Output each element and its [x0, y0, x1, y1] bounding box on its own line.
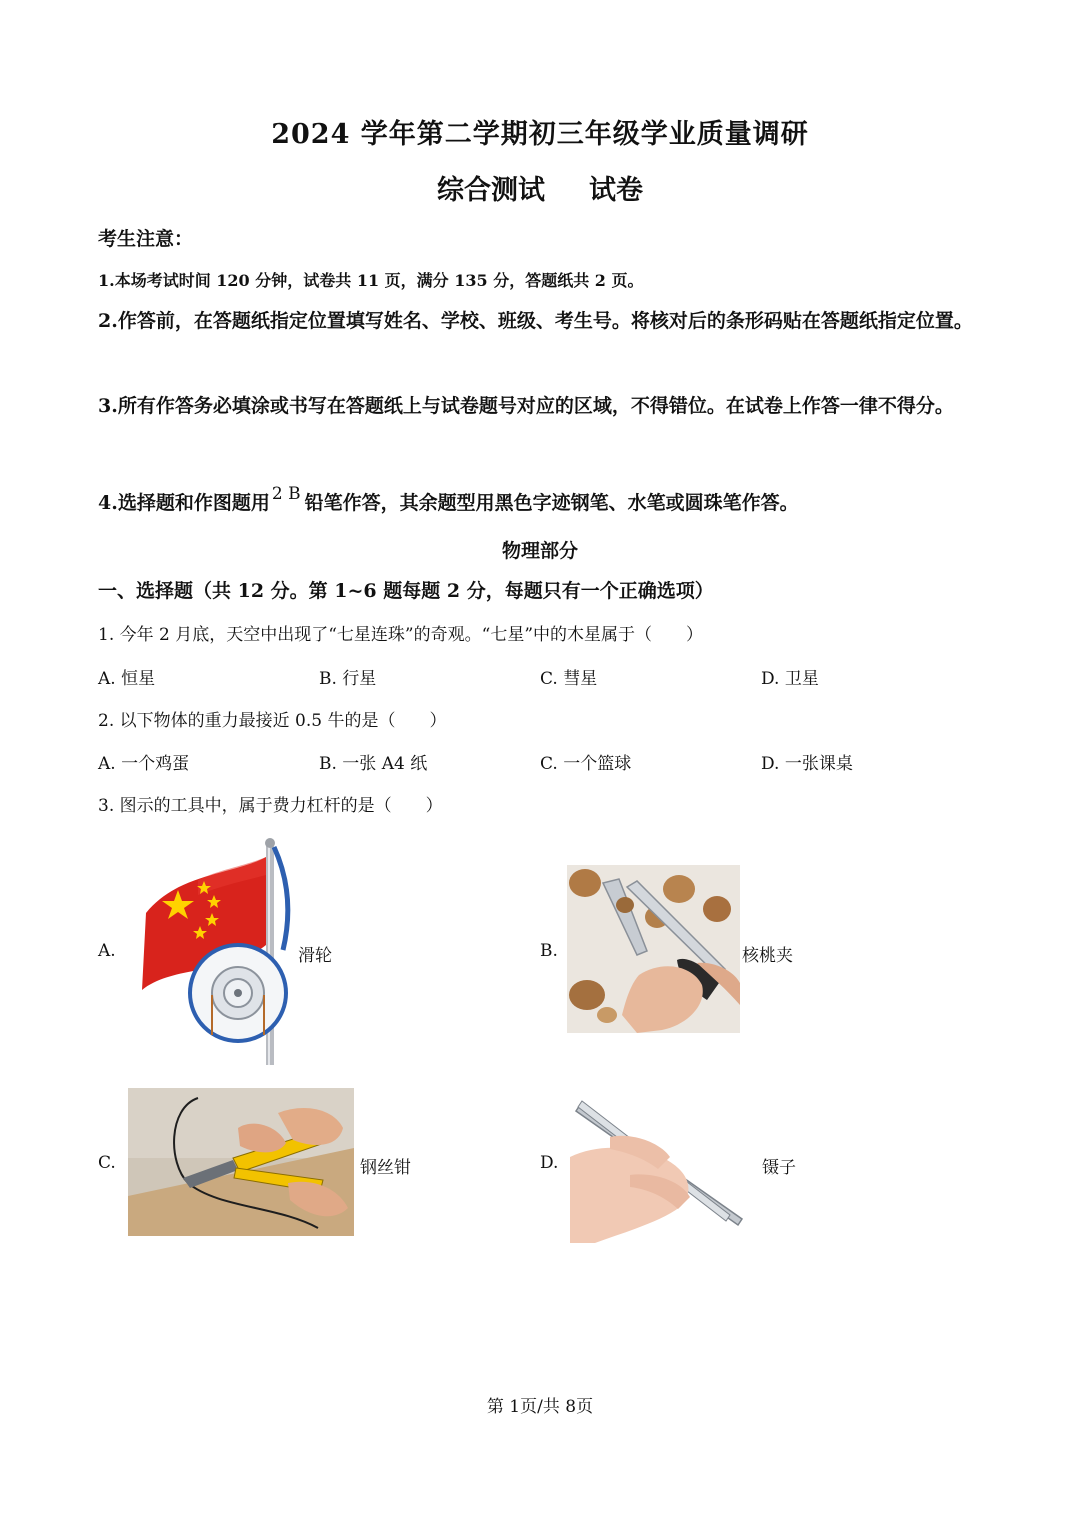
exam-subtitle — [0, 168, 1080, 207]
q3-option-d-letter: D. — [540, 1153, 559, 1173]
notice-item-1: 1.本场考试时间 120 分钟，试卷共 11 页，满分 135 分，答题纸共 2 页。 — [98, 271, 644, 290]
page-footer: 第 1页/共 8页 — [486, 1397, 594, 1417]
nutcracker-image — [567, 865, 740, 1033]
q3-option-c-label: 钢丝钳 — [360, 1158, 411, 1178]
q1-option-c: C. 彗星 — [540, 669, 598, 689]
pencil-grade: 2 B — [271, 484, 301, 504]
q1-option-a: A. 恒星 — [98, 669, 156, 689]
q1-option-d: D. 卫星 — [761, 669, 819, 689]
question-2-stem: 2. 以下物体的重力最接近 0.5 牛的是（ ） — [98, 711, 447, 731]
pliers-image — [128, 1088, 354, 1236]
q3-option-c-letter: C. — [98, 1153, 116, 1173]
part1-title: 一、选择题（共 12 分。第 1~6 题每题 2 分，每题只有一个正确选项） — [98, 580, 714, 602]
notice-item-4 — [98, 482, 988, 525]
notice-heading: 考生注意： — [98, 228, 194, 250]
q3-option-a-label: 滑轮 — [298, 946, 332, 966]
flagpole-pulley-image — [138, 835, 298, 1065]
question-1-stem: 1. 今年 2 月底，天空中出现了“七星连珠”的奇观。“七星”中的木星属于（ ） — [98, 625, 704, 645]
q1-option-b: B. 行星 — [319, 669, 377, 689]
q2-option-c: C. 一个篮球 — [540, 754, 632, 774]
q2-option-b: B. 一张 A4 纸 — [319, 754, 428, 774]
q3-option-b-label: 核桃夹 — [742, 946, 793, 966]
notice-item-3: 3.所有作答务必填涂或书写在答题纸上与试卷题号对应的区域，不得错位。在试卷上作答一律不得分。 — [98, 395, 954, 417]
notice-item-4-after: 铅笔作答，其余题型用黑色字迹钢笔、水笔或圆珠笔作答。 — [304, 492, 799, 514]
q2-option-d: D. 一张课桌 — [761, 754, 853, 774]
question-3-stem: 3. 图示的工具中，属于费力杠杆的是（ ） — [98, 796, 443, 816]
tweezers-image — [570, 1097, 745, 1243]
q3-option-d-label: 镊子 — [762, 1158, 796, 1178]
subtitle-right: 试卷 — [589, 175, 643, 206]
section-title: 物理部分 — [501, 540, 578, 562]
notice-item-2: 2.作答前，在答题纸指定位置填写姓名、学校、班级、考生号。将核对后的条形码贴在答题纸指定位置。 — [98, 310, 973, 332]
q2-option-a: A. 一个鸡蛋 — [98, 754, 190, 774]
subtitle-left: 综合测试 — [437, 175, 545, 206]
exam-title: 2024 学年第二学期初三年级学业质量调研 — [271, 119, 809, 150]
q3-option-b-letter: B. — [540, 941, 558, 961]
q3-option-a-letter: A. — [98, 941, 116, 961]
notice-item-4-before: 4.选择题和作图题用 — [98, 492, 270, 514]
